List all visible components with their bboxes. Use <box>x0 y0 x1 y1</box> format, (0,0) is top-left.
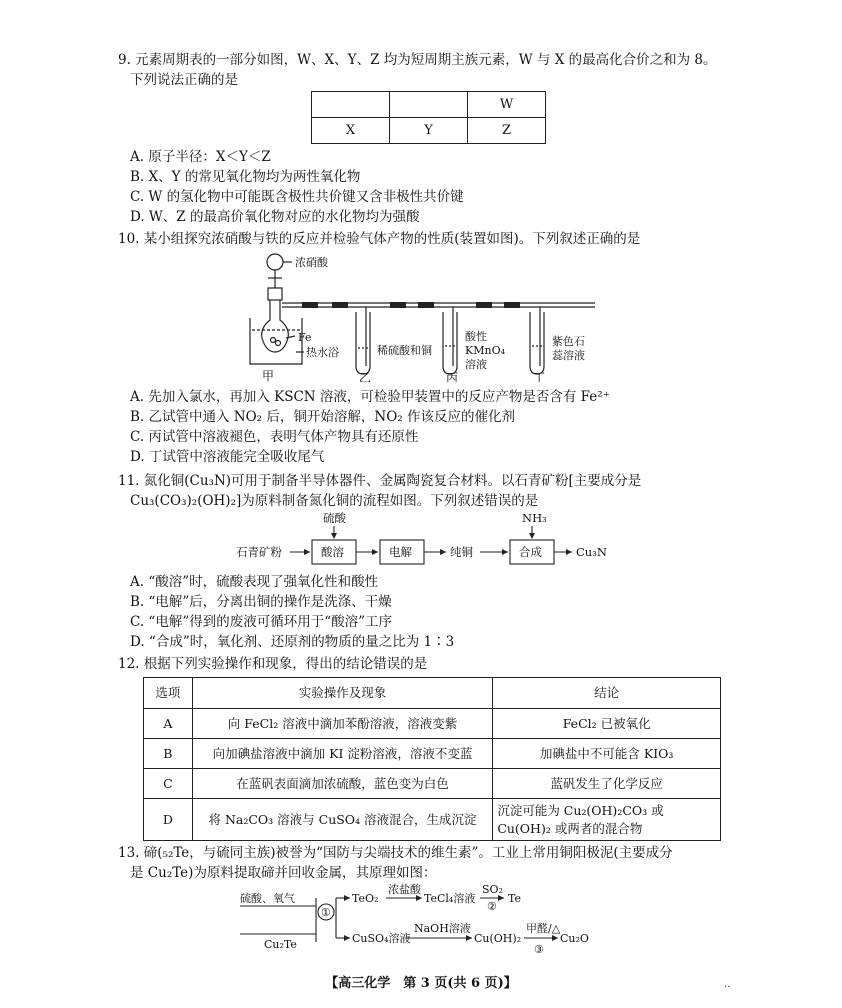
flow-start-azurite: 石青矿粉 <box>236 545 282 559</box>
q13-stem-line1: 13. 碲(₅₂Te，与硫同主族)被誉为“国防与尖端技术的维生素”。工业上常用铜阳极泥(主要成分 <box>118 845 673 861</box>
product-teo2: TeO₂ <box>352 892 379 905</box>
table-row <box>144 769 721 799</box>
header-option: 选项 <box>144 678 193 709</box>
row-option: B <box>144 739 193 769</box>
step-3-label: ③ <box>534 943 544 956</box>
q11-options <box>118 572 750 652</box>
q11-option-d: D. “合成”时，氧化剂、还原剂的物质的量之比为 1∶3 <box>130 634 455 650</box>
ptable-cell: X <box>312 118 390 144</box>
q10-option-c: C. 丙试管中溶液褪色，表明气体产物具有还原性 <box>130 429 419 445</box>
q9-option-d: D. W、Z 的最高价氧化物对应的水化物均为强酸 <box>130 209 420 225</box>
test-tube-c <box>443 312 457 374</box>
table-row <box>144 799 721 841</box>
row-option: A <box>144 709 193 739</box>
label-hot-water-bath: 热水浴 <box>306 346 339 359</box>
question-11 <box>118 471 750 511</box>
row-conclusion: 蓝矾发生了化学反应 <box>493 769 721 799</box>
q10-options <box>118 387 750 467</box>
ptable-cell: Y <box>390 118 468 144</box>
header-operation: 实验操作及现象 <box>192 678 493 709</box>
row-conclusion: FeCl₂ 已被氧化 <box>493 709 721 739</box>
flow-product-cu3n: Cu₃N <box>576 545 607 559</box>
row-conclusion-line2: Cu(OH)₂ 或两者的混合物 <box>497 820 643 836</box>
apparatus-diagram <box>240 248 620 382</box>
q10-option-a: A. 先加入氯水，再加入 KSCN 溶液，可检验甲装置中的反应产物是否含有 Fe²⁺ <box>130 389 610 405</box>
product-cu2o: Cu₂O <box>560 932 589 945</box>
label-conc-nitric-acid: 浓硝酸 <box>295 256 328 269</box>
product-cuso4: CuSO₄溶液 <box>352 932 411 945</box>
q10-option-d: D. 丁试管中溶液能完全吸收尾气 <box>130 449 325 465</box>
step-1-label: ① <box>321 906 331 919</box>
question-10 <box>118 229 750 249</box>
label-kmno4: KMnO₄ <box>465 344 505 357</box>
periodic-table-fragment <box>311 91 546 144</box>
q11-option-a: A. “酸溶”时，硫酸表现了强氧化性和酸性 <box>130 574 379 590</box>
q11-option-c: C. “电解”得到的废液可循环用于“酸溶”工序 <box>130 614 393 630</box>
q9-stem-line1: 9. 元素周期表的一部分如图，W、X、Y、Z 均为短周期主族元素，W 与 X 的最高化合价之和为 8。 <box>118 52 717 68</box>
flow-box3-text: 合成 <box>519 545 542 559</box>
funnel-bulb <box>267 254 283 270</box>
table-row <box>144 739 721 769</box>
reagent-formaldehyde-heat: 甲醛/△ <box>526 922 561 935</box>
ptable-cell <box>312 92 390 118</box>
cu3n-flowchart <box>232 510 632 568</box>
reagent-sulfuric-oxygen: 硫酸、氧气 <box>240 892 295 905</box>
test-tube-b <box>356 312 370 374</box>
q9-option-a: A. 原子半径：X＜Y＜Z <box>130 149 271 165</box>
reagent-conc-hcl: 浓盐酸 <box>388 883 421 896</box>
product-tecl4: TeCl₄溶液 <box>424 892 476 905</box>
q13-stem-line2: 是 Cu₂Te)为原料提取碲并回收金属，其原理如图： <box>130 865 437 881</box>
ptable-cell: W <box>468 92 546 118</box>
question-13 <box>118 843 750 883</box>
question-9 <box>118 50 750 90</box>
product-cuoh2: Cu(OH)₂ <box>474 932 522 945</box>
q9-option-b: B. X、Y 的常见氧化物均为两性氧化物 <box>130 169 361 185</box>
label-ding: 丁 <box>533 371 546 382</box>
flow-box1-text: 酸溶 <box>321 545 344 559</box>
flask-neck <box>268 288 282 300</box>
raw-cu2te: Cu₂Te <box>264 938 297 951</box>
q11-stem-line1: 11. 氮化铜(Cu₃N)可用于制备半导体器件、金属陶瓷复合材料。以石青矿粉[主要成分是 <box>118 473 642 489</box>
question-12 <box>118 654 750 674</box>
q10-option-b: B. 乙试管中通入 NO₂ 后，铜开始溶解，NO₂ 作该反应的催化剂 <box>130 409 515 425</box>
reagent-naoh: NaOH溶液 <box>414 922 471 935</box>
label-litmus-1: 紫色石 <box>552 335 585 348</box>
page-footer: 【高三化学 第 3 页(共 6 页)】 <box>325 976 517 991</box>
ptable-cell <box>390 92 468 118</box>
flow-pure-copper: 纯铜 <box>450 545 473 559</box>
label-solution: 溶液 <box>465 358 487 371</box>
tellurium-flowchart <box>236 882 616 960</box>
row-operation: 在蓝矾表面滴加浓硫酸，蓝色变为白色 <box>192 769 493 799</box>
test-tube-d <box>530 312 544 374</box>
q12-stem: 12. 根据下列实验操作和现象，得出的结论错误的是 <box>118 656 428 672</box>
q9-stem-line2: 下列说法正确的是 <box>130 72 238 88</box>
flow-box2-text: 电解 <box>389 545 412 559</box>
row-operation: 向加碘盐溶液中滴加 KI 淀粉溶液，溶液不变蓝 <box>192 739 493 769</box>
reagent-so2: SO₂ <box>482 883 503 896</box>
label-acidic: 酸性 <box>465 330 487 343</box>
label-dilute-acid-copper: 稀硫酸和铜 <box>377 344 432 357</box>
row-operation: 向 FeCl₂ 溶液中滴加苯酚溶液，溶液变紫 <box>192 709 493 739</box>
experiment-table-header <box>144 678 721 709</box>
label-litmus-2: 蕊溶液 <box>552 349 585 362</box>
header-conclusion: 结论 <box>493 678 721 709</box>
q10-stem: 10. 某小组探究浓硝酸与铁的反应并检验气体产物的性质(装置如图)。下列叙述正确的是 <box>118 231 641 247</box>
row-conclusion <box>493 799 721 841</box>
label-jia: 甲 <box>262 369 275 382</box>
label-yi: 乙 <box>359 371 372 382</box>
product-te: Te <box>508 892 521 905</box>
reaction-flask <box>262 300 289 352</box>
row-option: D <box>144 799 193 841</box>
experiment-table <box>143 677 721 841</box>
q11-option-b: B. “电解”后，分离出铜的操作是洗涤、干燥 <box>130 594 392 610</box>
row-conclusion-line1: 沉淀可能为 Cu₂(OH)₂CO₃ 或 <box>497 802 664 818</box>
q9-option-c: C. W 的氢化物中可能既含极性共价键又含非极性共价键 <box>130 189 464 205</box>
q11-stem-line2: Cu₃(CO₃)₂(OH)₂]为原料制备氮化铜的流程如图。下列叙述错误的是 <box>130 493 539 509</box>
ptable-cell: Z <box>468 118 546 144</box>
q9-options <box>118 147 750 227</box>
table-row <box>144 709 721 739</box>
row-conclusion: 加碘盐中不可能含 KIO₃ <box>493 739 721 769</box>
row-operation: 将 Na₂CO₃ 溶液与 CuSO₄ 溶液混合，生成沉淀 <box>192 799 493 841</box>
row-option: C <box>144 769 193 799</box>
label-fe: Fe <box>298 331 312 344</box>
flow-label-nh3: NH₃ <box>522 511 547 525</box>
label-bing: 丙 <box>446 371 459 382</box>
flow-label-sulfuric-acid: 硫酸 <box>323 511 346 525</box>
step-2-label: ② <box>487 900 497 913</box>
corner-mark: ·· <box>724 982 731 993</box>
